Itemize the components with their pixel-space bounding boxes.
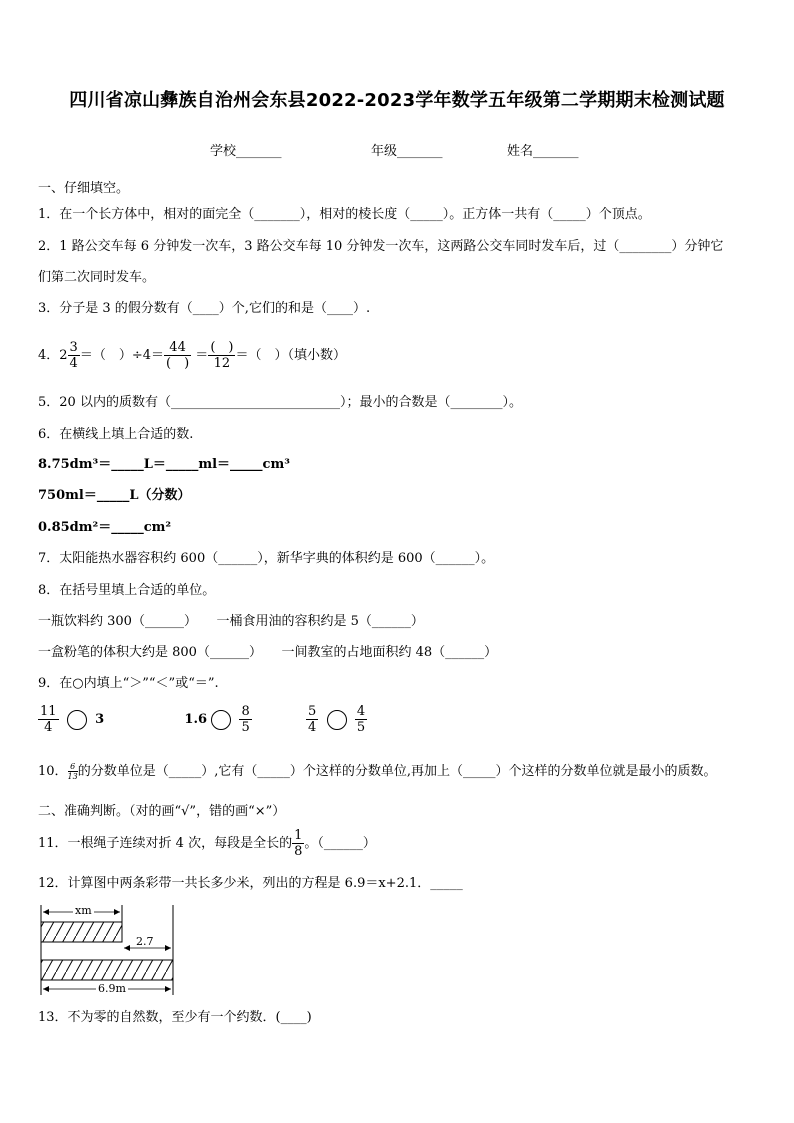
question-13: 13．不为零的自然数，至少有一个约数．(____)	[38, 1010, 312, 1025]
question-2-line-2: 们第二次同时发车。	[38, 270, 156, 285]
diagram-label-x: xm	[75, 904, 92, 917]
q9-a-right: 3	[95, 712, 105, 727]
q4-tail: ＝（ ）（填小数）	[235, 348, 346, 363]
school-field[interactable]: 学校_______	[210, 144, 282, 159]
question-8-row-2: 一盒粉笔的体积大约是 800（______） 一间教室的占地面积约 48（______）	[38, 645, 498, 660]
q9-b-compare-circle[interactable]	[211, 710, 231, 730]
q4-mid-1: ＝（ ）÷4＝	[79, 348, 164, 363]
q9-c-compare-circle[interactable]	[327, 710, 347, 730]
q10-lead: 10．	[38, 764, 68, 779]
q9-b-left: 1.6	[184, 712, 208, 727]
q9-a-compare-circle[interactable]	[67, 710, 87, 730]
q4-fraction-3: $\frac{( )}{12}$	[210, 340, 234, 371]
section-2-heading: 二、准确判断。（对的画“√”，错的画“×”）	[38, 804, 286, 819]
question-6-part-b: 750ml＝_____L（分数）	[38, 488, 191, 503]
name-field[interactable]: 姓名_______	[507, 144, 579, 159]
grade-field[interactable]: 年级_______	[371, 144, 443, 159]
section-1-heading: 一、仔细填空。	[38, 181, 130, 196]
question-1: 1．在一个长方体中，相对的面完全（_______），相对的棱长度（_____）。正方体一共有（_____）个顶点。	[38, 207, 651, 222]
q9-b-fraction: $\frac{8}{5}$	[241, 704, 250, 735]
question-3: 3．分子是 3 的假分数有（____）个,它们的和是（____）.	[38, 301, 371, 316]
question-10	[38, 758, 717, 786]
question-7: 7．太阳能热水器容积约 600（______），新华字典的体积约是 600（______）。	[38, 551, 495, 566]
q4-fraction-2: $\frac{44}{( )}$	[166, 340, 190, 371]
q11-fraction: $\frac{1}{8}$	[294, 828, 303, 859]
q10-fraction: $\frac{6}{13}$	[67, 762, 78, 781]
ribbon-1	[41, 922, 122, 942]
question-6-part-a: 8.75dm³＝_____L＝_____ml＝_____cm³	[38, 457, 290, 472]
question-9-items	[38, 702, 367, 738]
q11-lead: 11．一根绳子连续对折 4 次，每段是全长的	[38, 836, 293, 851]
q9-c-right-fraction: $\frac{4}{5}$	[356, 704, 366, 735]
q4-mid-2: ＝	[195, 348, 209, 363]
page-title: 四川省凉山彝族自治州会东县2022-2023学年数学五年级第二学期期末检测试题	[69, 90, 725, 111]
q11-tail: 。（______）	[304, 836, 376, 851]
question-2-line-1: 2．1 路公交车每 6 分钟发一次车，3 路公交车每 10 分钟发一次车，这两路公交车同时发车后，过（________）分钟它	[38, 239, 724, 254]
question-11	[38, 826, 376, 862]
question-12: 12．计算图中两条彩带一共长多少米，列出的方程是 6.9＝x+2.1．_____	[38, 876, 463, 891]
question-8: 8．在括号里填上合适的单位。	[38, 583, 216, 598]
q10-tail: 的分数单位是（_____）,它有（_____）个这样的分数单位,再加上（_____）个这样的分数单位就是最小的质数。	[77, 764, 717, 779]
question-4	[38, 336, 346, 376]
q9-a-fraction: $\frac{11}{4}$	[40, 704, 57, 735]
question-8-row-1: 一瓶饮料约 300（______） 一桶食用油的容积约是 5（______）	[38, 614, 424, 629]
question-9: 9．在○内填上“＞”“＜”或“＝”.	[38, 676, 219, 691]
q4-lead: 4．2	[38, 348, 68, 363]
diagram-label-2-7: 2.7	[136, 935, 154, 948]
q4-fraction-1: $\frac{3}{4}$	[69, 340, 78, 371]
question-6-part-c: 0.85dm²＝_____cm²	[38, 520, 172, 535]
question-5: 5．20 以内的质数有（__________________________）；最小的合数是（________）。	[38, 395, 522, 410]
ribbon-2	[41, 960, 173, 980]
diagram-label-6-9: 6.9m	[98, 982, 126, 995]
question-6: 6．在横线上填上合适的数.	[38, 427, 194, 442]
q9-c-left-fraction: $\frac{5}{4}$	[308, 704, 317, 735]
